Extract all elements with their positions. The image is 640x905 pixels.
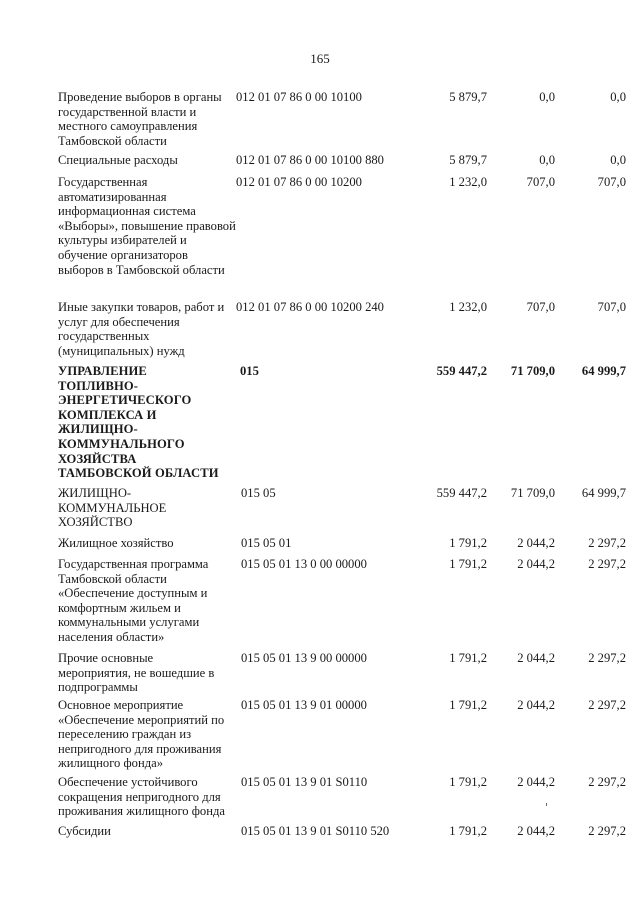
- row-value-1: 1 791,2: [449, 698, 487, 712]
- row-name: Обеспечение устойчивого сокращения непригодного для проживания жилищного фонда: [58, 775, 225, 819]
- row-name: Прочие основные мероприятия, не вошедшие в подпрограммы: [58, 651, 215, 695]
- row-name: Основное мероприятие «Обеспечение мероприятий по переселению граждан из непригодного для проживания жилищного фонда»: [58, 698, 225, 771]
- row-value-1: 559 447,2: [436, 364, 487, 378]
- row-value-3: 2 297,2: [588, 557, 626, 571]
- row-name: ЖИЛИЩНО-КОММУНАЛЬНОЕ ХОЗЯЙСТВО: [58, 486, 167, 530]
- row-code: 015 05 01: [241, 536, 292, 550]
- row-name: Государственная программа Тамбовской области «Обеспечение доступным и комфортным жильем и коммунальными услугами населения области»: [58, 557, 209, 644]
- row-value-2: 2 044,2: [517, 775, 555, 789]
- row-value-2: 2 044,2: [517, 698, 555, 712]
- row-value-3: 64 999,7: [581, 364, 626, 378]
- row-name: УПРАВЛЕНИЕ ТОПЛИВНО-ЭНЕРГЕТИЧЕСКОГО КОМПЛЕКСА И ЖИЛИЩНО-КОММУНАЛЬНОГО ХОЗЯЙСТВА ТАМБОВСКОЙ ОБЛАСТИ: [58, 364, 219, 481]
- row-name: Специальные расходы: [58, 153, 178, 167]
- row-value-3: 2 297,2: [588, 651, 626, 665]
- row-value-2: 2 044,2: [517, 557, 555, 571]
- row-name: Государственная автоматизированная информационная система «Выборы», повышение правовой культуры избирателей и обучение организаторов выборов в Тамбовской области: [58, 175, 236, 277]
- row-value-3: 707,0: [597, 300, 626, 314]
- row-value-1: 1 791,2: [449, 651, 487, 665]
- row-value-2: 2 044,2: [517, 651, 555, 665]
- row-value-3: 2 297,2: [588, 775, 626, 789]
- row-code: 015 05 01 13 9 01 S0110: [241, 775, 368, 789]
- row-code: 015 05 01 13 9 01 S0110 520: [241, 824, 390, 838]
- row-value-3: 707,0: [597, 175, 626, 189]
- page-number: 165: [310, 51, 330, 66]
- row-name: Жилищное хозяйство: [58, 536, 174, 550]
- row-code: 015 05 01 13 9 01 00000: [241, 698, 367, 712]
- row-value-1: 5 879,7: [449, 90, 487, 104]
- row-value-3: 0,0: [610, 153, 626, 167]
- row-value-1: 1 232,0: [449, 300, 487, 314]
- row-value-3: 2 297,2: [588, 824, 626, 838]
- row-value-3: 2 297,2: [588, 536, 626, 550]
- row-name: Проведение выборов в органы государственной власти и местного самоуправления Тамбовской области: [58, 90, 222, 148]
- row-value-1: 1 791,2: [449, 824, 487, 838]
- row-code: 015 05 01 13 9 00 00000: [241, 651, 367, 665]
- row-name: Иные закупки товаров, работ и услуг для обеспечения государственных (муниципальных) нужд: [58, 300, 225, 358]
- row-value-2: 707,0: [526, 175, 555, 189]
- row-code: 015 05: [241, 486, 276, 500]
- row-value-2: 0,0: [539, 90, 555, 104]
- row-code: 012 01 07 86 0 00 10100: [236, 90, 362, 104]
- row-value-1: 5 879,7: [449, 153, 487, 167]
- row-code: 012 01 07 86 0 00 10100 880: [236, 153, 384, 167]
- row-value-3: 64 999,7: [581, 486, 626, 500]
- row-code: 015: [240, 364, 259, 378]
- row-value-2: 0,0: [539, 153, 555, 167]
- row-code: 012 01 07 86 0 00 10200: [236, 175, 362, 189]
- row-value-2: 2 044,2: [517, 536, 555, 550]
- row-code: 015 05 01 13 0 00 00000: [241, 557, 367, 571]
- row-value-2: 2 044,2: [517, 824, 555, 838]
- scan-mark: [546, 803, 547, 806]
- row-value-1: 559 447,2: [436, 486, 487, 500]
- row-name: Субсидии: [58, 824, 111, 838]
- row-code: 012 01 07 86 0 00 10200 240: [236, 300, 384, 314]
- row-value-2: 71 709,0: [510, 486, 555, 500]
- row-value-3: 2 297,2: [588, 698, 626, 712]
- row-value-1: 1 791,2: [449, 536, 487, 550]
- row-value-1: 1 232,0: [449, 175, 487, 189]
- row-value-3: 0,0: [610, 90, 626, 104]
- row-value-2: 71 709,0: [510, 364, 555, 378]
- row-value-1: 1 791,2: [449, 775, 487, 789]
- row-value-1: 1 791,2: [449, 557, 487, 571]
- row-value-2: 707,0: [526, 300, 555, 314]
